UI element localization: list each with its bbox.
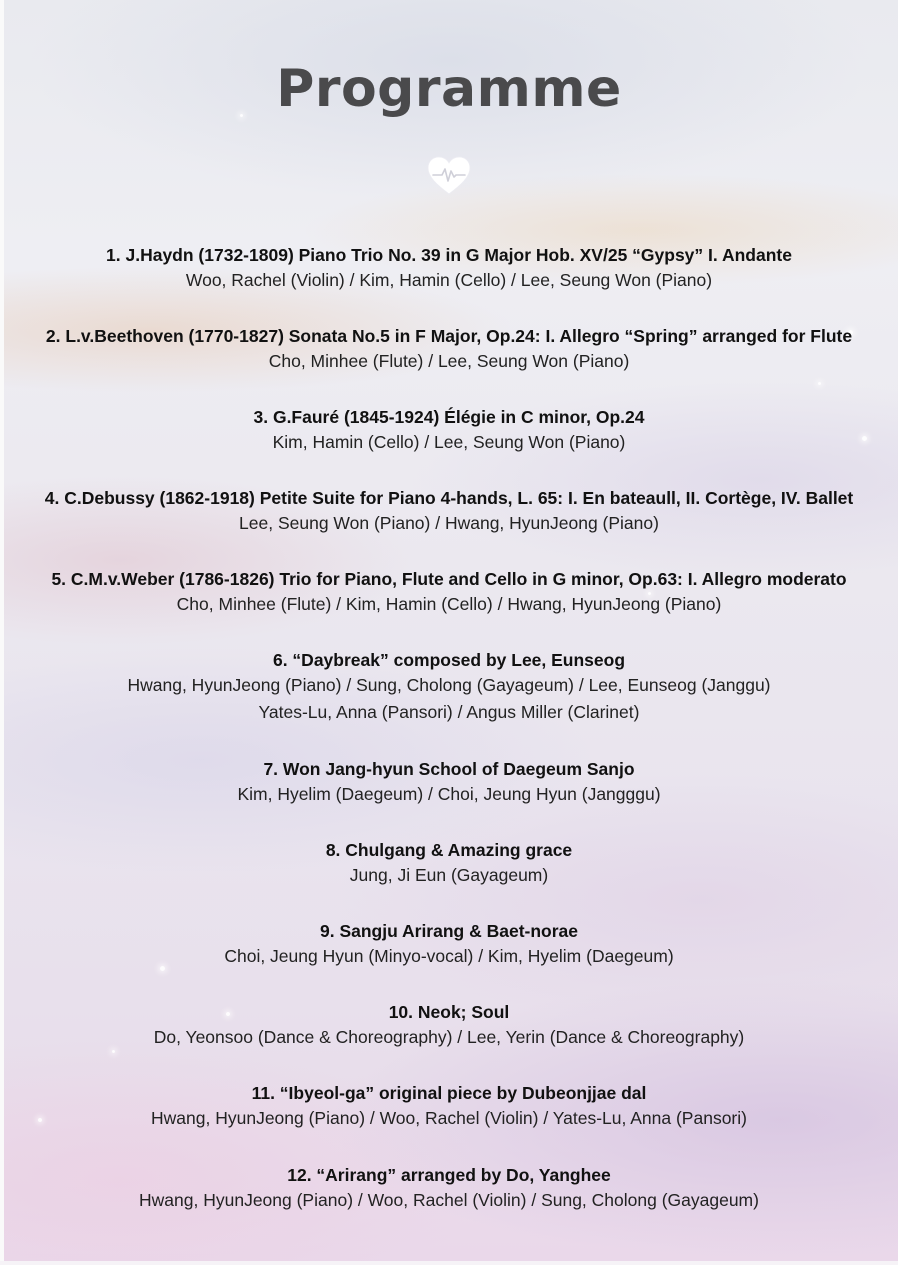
page-title: Programme [276, 59, 622, 119]
performers-line: Cho, Minhee (Flute) / Kim, Hamin (Cello) / Hwang, HyunJeong (Piano) [176, 594, 722, 614]
piece-title: 7. Won Jang-hyun School of Daegeum Sanjo [263, 759, 635, 779]
piece-title: 9. Sangju Arirang & Baet-norae [319, 921, 578, 941]
performers-line: Lee, Seung Won (Piano) / Hwang, HyunJeong (Piano) [239, 513, 659, 533]
piece-title: 10. Neok; Soul [388, 1002, 510, 1022]
piece-title: 5. C.M.v.Weber (1786-1826) Trio for Piano, Flute and Cello in G minor, Op.63: I. Allegro moderato [51, 569, 847, 589]
performers-line: Hwang, HyunJeong (Piano) / Woo, Rachel (Violin) / Sung, Cholong (Gayageum) [139, 1190, 759, 1210]
programme-item [0, 243, 898, 294]
programme-item [0, 1163, 898, 1214]
piece-title: 2. L.v.Beethoven (1770-1827) Sonata No.5 in F Major, Op.24: I. Allegro “Spring” arranged for Flute [45, 326, 853, 346]
programme-item [0, 838, 898, 889]
performers-line: Woo, Rachel (Violin) / Kim, Hamin (Cello) / Lee, Seung Won (Piano) [185, 270, 713, 290]
performers-line: Choi, Jeung Hyun (Minyo-vocal) / Kim, Hyelim (Daegeum) [224, 946, 674, 966]
programme-item [0, 757, 898, 808]
programme-item [0, 919, 898, 970]
performers-line: Kim, Hyelim (Daegeum) / Choi, Jeung Hyun (Jangggu) [237, 784, 661, 804]
performers-line: Hwang, HyunJeong (Piano) / Woo, Rachel (Violin) / Yates-Lu, Anna (Pansori) [151, 1108, 747, 1128]
sparkle-decoration [818, 382, 821, 385]
performers-line: Cho, Minhee (Flute) / Lee, Seung Won (Piano) [268, 351, 630, 371]
piece-title: 11. “Ibyeol-ga” original piece by Dubeonjjae dal [251, 1083, 647, 1103]
piece-title: 8. Chulgang & Amazing grace [325, 840, 573, 860]
programme-item [0, 486, 898, 537]
page-edge-bottom [0, 1261, 898, 1265]
programme-item [0, 648, 898, 726]
piece-title: 12. “Arirang” arranged by Do, Yanghee [287, 1165, 611, 1185]
programme-item [0, 567, 898, 618]
programme-item [0, 1000, 898, 1051]
performers-line: Hwang, HyunJeong (Piano) / Sung, Cholong (Gayageum) / Lee, Eunseog (Janggu) [127, 675, 771, 695]
performers-line: Jung, Ji Eun (Gayageum) [349, 865, 549, 885]
piece-title: 3. G.Fauré (1845-1924) Élégie in C minor, Op.24 [253, 407, 645, 427]
heart-pulse-icon [427, 156, 471, 196]
piece-title: 1. J.Haydn (1732-1809) Piano Trio No. 39 in G Major Hob. XV/25 “Gypsy” I. Andante [106, 245, 792, 265]
programme-item [0, 405, 898, 456]
piece-title: 4. C.Debussy (1862-1918) Petite Suite for Piano 4-hands, L. 65: I. En bateaull, II. Cortège, IV. Ballet [44, 488, 854, 508]
performers-line: Do, Yeonsoo (Dance & Choreography) / Lee, Yerin (Dance & Choreography) [153, 1027, 745, 1047]
page-edge-left [0, 0, 4, 1265]
programme-item [0, 1081, 898, 1132]
piece-title: 6. “Daybreak” composed by Lee, Eunseog [272, 650, 626, 670]
programme-item [0, 324, 898, 375]
performers-line: Kim, Hamin (Cello) / Lee, Seung Won (Piano) [272, 432, 626, 452]
performers-line: Yates-Lu, Anna (Pansori) / Angus Miller (Clarinet) [258, 702, 640, 722]
